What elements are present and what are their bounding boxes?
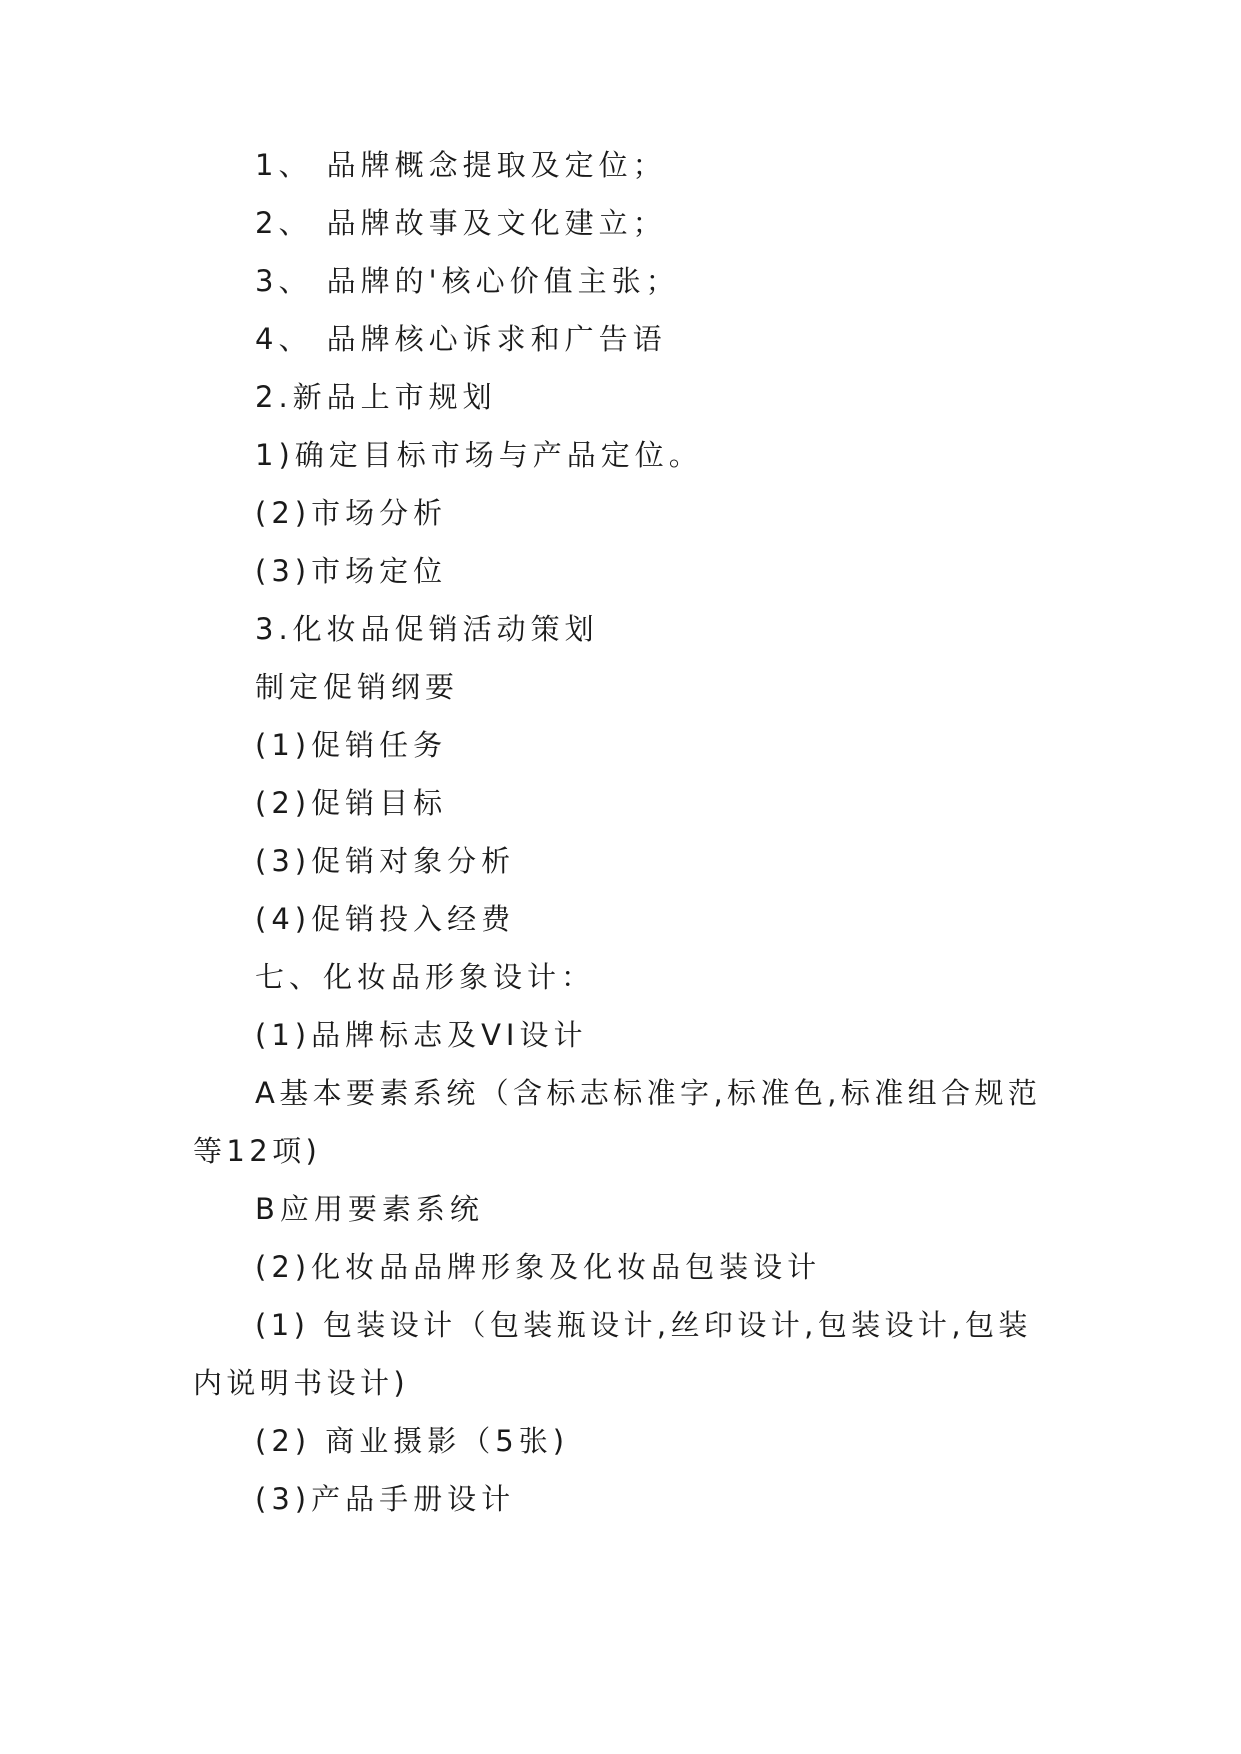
paragraph-line: 2、 品牌故事及文化建立； xyxy=(255,206,667,240)
section-heading: 七、化妆品形象设计： xyxy=(255,960,596,994)
paragraph-wrapped: (1) 包装设计（包装瓶设计,丝印设计,包装设计,包装内说明书设计) xyxy=(193,1308,1032,1400)
paragraph-line: 1、 品牌概念提取及定位； xyxy=(255,148,667,182)
section-heading: 3.化妆品促销活动策划 xyxy=(255,612,599,646)
paragraph-line: (2)市场分析 xyxy=(255,496,448,530)
paragraph-line: (2)化妆品品牌形象及化妆品包装设计 xyxy=(255,1250,822,1284)
paragraph-line: (4)促销投入经费 xyxy=(255,902,516,936)
section-heading: 2.新品上市规划 xyxy=(255,380,497,414)
paragraph-line: (2) 商业摄影（5张) xyxy=(255,1424,570,1458)
paragraph-line: 制定促销纲要 xyxy=(255,670,460,704)
paragraph-line: 1)确定目标市场与产品定位。 xyxy=(255,438,703,472)
paragraph-line: (1)品牌标志及VI设计 xyxy=(255,1018,588,1052)
paragraph-line: (3)市场定位 xyxy=(255,554,448,588)
paragraph-line: 3、 品牌的'核心价值主张； xyxy=(255,264,680,298)
paragraph-line: B应用要素系统 xyxy=(255,1192,484,1226)
paragraph-line: (3)促销对象分析 xyxy=(255,844,516,878)
paragraph-line: (3)产品手册设计 xyxy=(255,1482,516,1516)
paragraph-line: (2)促销目标 xyxy=(255,786,448,820)
paragraph-line: 4、 品牌核心诉求和广告语 xyxy=(255,322,667,356)
paragraph-wrapped: A基本要素系统（含标志标准字,标准色,标准组合规范等12项) xyxy=(193,1076,1042,1168)
paragraph-line: (1)促销任务 xyxy=(255,728,448,762)
